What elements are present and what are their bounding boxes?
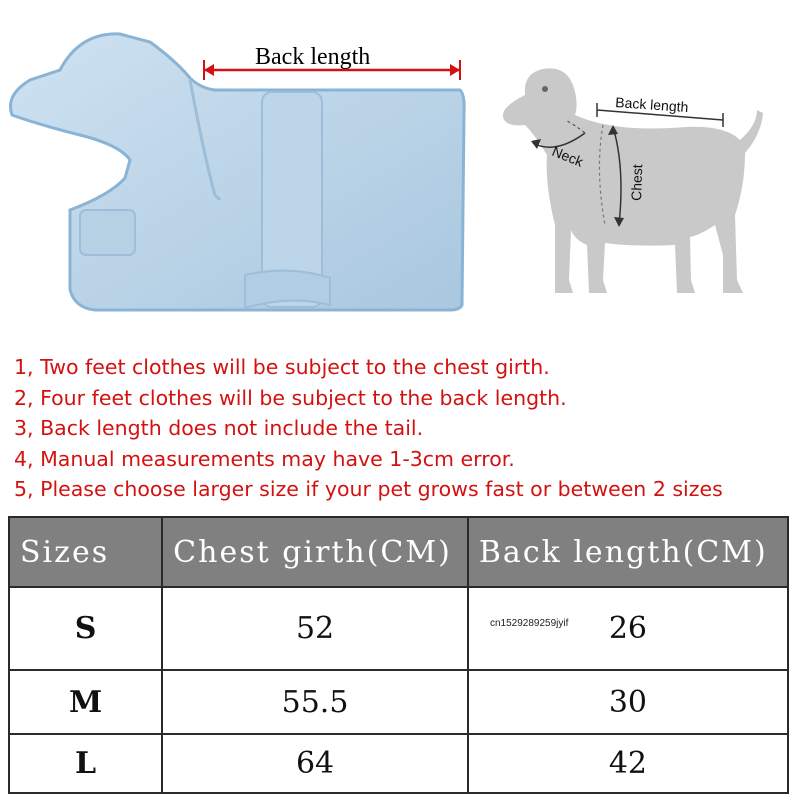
note-1: 1, Two feet clothes will be subject to the chest girth.	[14, 355, 550, 379]
chest-cell: 64	[162, 734, 468, 793]
table-header-row	[9, 517, 788, 587]
bathrobe-image	[0, 20, 480, 320]
size-cell: S	[9, 587, 162, 670]
table-row	[9, 734, 788, 793]
size-notes	[14, 352, 786, 505]
watermark-text: cn1529289259jyif	[490, 618, 569, 629]
size-cell: M	[9, 670, 162, 734]
dog-neck-label: Neck	[549, 142, 586, 170]
chest-cell: 55.5	[162, 670, 468, 734]
table-row	[9, 587, 788, 670]
note-3: 3, Back length does not include the tail.	[14, 416, 424, 440]
back-cell: 42	[468, 734, 788, 793]
note-4: 4, Manual measurements may have 1-3cm error.	[14, 446, 515, 471]
header-chest-girth: Chest girth(CM)	[162, 517, 468, 587]
back-cell: 30	[468, 670, 788, 734]
header-sizes: Sizes	[9, 517, 162, 587]
header-back-length: Back length(CM)	[468, 517, 788, 587]
size-cell: L	[9, 734, 162, 793]
back-length-label: Back length	[255, 44, 371, 70]
note-5: 5, Please choose larger size if your pet grows fast or between 2 sizes	[14, 477, 723, 501]
dog-measurement-diagram	[495, 55, 785, 325]
size-table	[8, 516, 789, 794]
back-length-arrow-right-head	[450, 64, 460, 76]
chest-cell: 52	[162, 587, 468, 670]
dog-chest-label: Chest	[628, 163, 646, 202]
note-2: 2, Four feet clothes will be subject to the back length.	[14, 385, 567, 410]
table-row	[9, 670, 788, 734]
robe-patch	[80, 210, 135, 255]
dog-neck-arrow	[531, 139, 541, 149]
back-cell: 26	[468, 587, 788, 670]
robe-body	[10, 34, 464, 310]
dog-back-label: Back length	[614, 94, 689, 116]
dog-eye	[542, 86, 548, 92]
back-length-arrow-left-head	[204, 64, 214, 76]
